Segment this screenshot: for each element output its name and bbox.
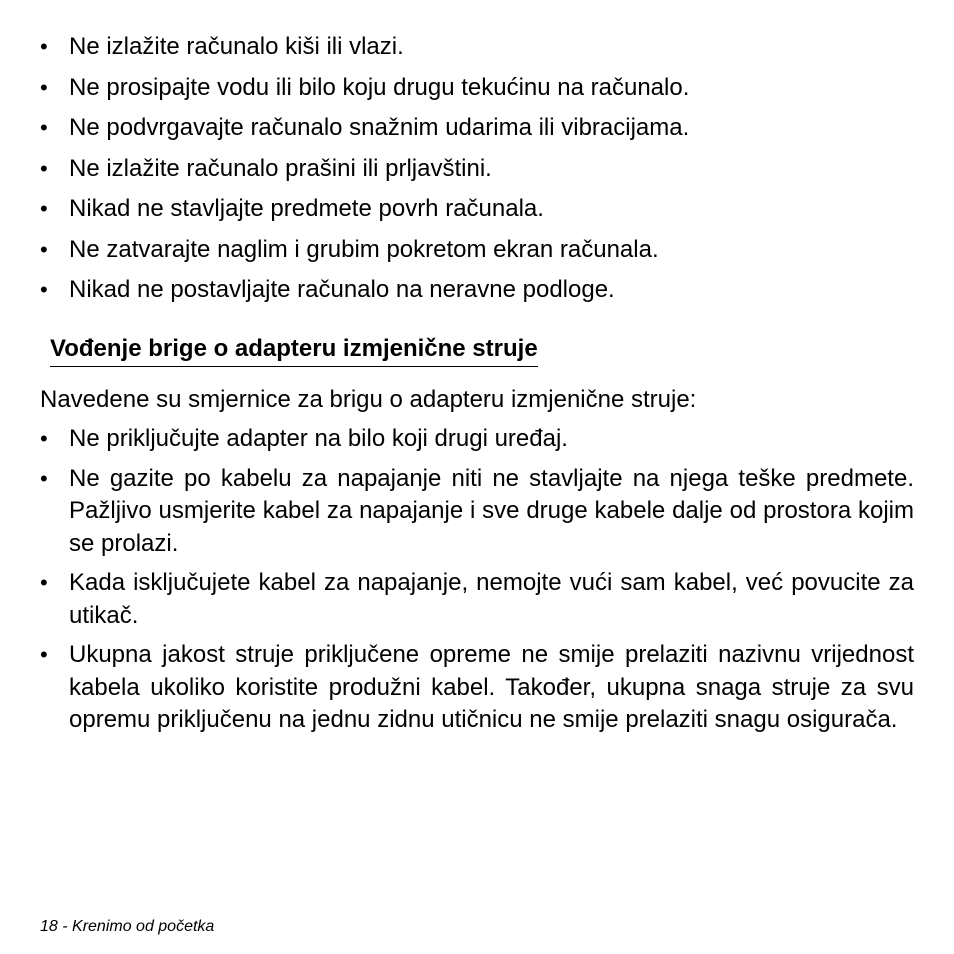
- list-item: [40, 567, 914, 632]
- list-item-text: Ne gazite po kabelu za napajanje niti ne stavljajte na njega teške predmete. Pažljivo usmjerite kabel za napajanje i sve druge kabele dalje od prostora kojim se prolazi.: [69, 464, 914, 557]
- list-item-text: Ne izlažite računalo kiši ili vlazi.: [69, 33, 404, 60]
- bullet-marker: •: [40, 465, 48, 491]
- section-intro: Navedene su smjernice za brigu o adapteru izmjenične struje:: [40, 386, 697, 413]
- list-item: [40, 639, 914, 737]
- page-footer: 18 - Krenimo od početka: [40, 918, 215, 935]
- list-item-text: Kada isključujete kabel za napajanje, nemojte vući sam kabel, već povucite za utikač.: [69, 569, 914, 629]
- bullet-marker: •: [40, 426, 48, 451]
- list-item: [40, 274, 914, 307]
- list-item: [40, 463, 914, 561]
- list-item-text: Ne priključujte adapter na bilo koji drugi uređaj.: [69, 425, 568, 452]
- list-item: [40, 72, 914, 105]
- bullet-marker: •: [40, 115, 48, 140]
- adapter-bullet-list: [40, 423, 914, 744]
- bullet-marker: •: [40, 277, 48, 302]
- bullet-marker: •: [40, 196, 48, 221]
- list-item-text: Ne zatvarajte naglim i grubim pokretom ekran računala.: [69, 235, 659, 263]
- list-item-text: Nikad ne postavljajte računalo na neravne podloge.: [69, 276, 615, 303]
- section-heading: Vođenje brige o adapteru izmjenične struje: [50, 333, 538, 367]
- bullet-marker: •: [40, 74, 48, 100]
- list-item: [40, 234, 914, 267]
- list-item: [40, 112, 914, 145]
- list-item-text: Ne podvrgavajte računalo snažnim udarima ili vibracijama.: [69, 114, 690, 141]
- list-item: [40, 153, 914, 186]
- list-item: [40, 193, 914, 226]
- bullet-marker: •: [40, 155, 48, 181]
- bullet-marker: •: [40, 236, 48, 262]
- list-item: [40, 423, 914, 456]
- bullet-marker: •: [40, 570, 48, 595]
- list-item: [40, 31, 914, 64]
- list-item-text: Ne prosipajte vodu ili bilo koju drugu tekućinu na računalo.: [69, 73, 690, 101]
- list-item-text: Ne izlažite računalo prašini ili prljavštini.: [69, 154, 492, 182]
- care-bullet-list: [40, 31, 914, 315]
- list-item-text: Nikad ne stavljajte predmete povrh računala.: [69, 195, 544, 222]
- bullet-marker: •: [40, 34, 48, 59]
- bullet-marker: •: [40, 642, 48, 667]
- list-item-text: Ukupna jakost struje priključene opreme ne smije prelaziti nazivnu vrijednost kabela ukoliko koristite produžni kabel. Također, ukupna snaga struje za svu opremu priključenu na jednu zidnu utičnicu ne smije prelaziti snagu osigurača.: [69, 641, 914, 733]
